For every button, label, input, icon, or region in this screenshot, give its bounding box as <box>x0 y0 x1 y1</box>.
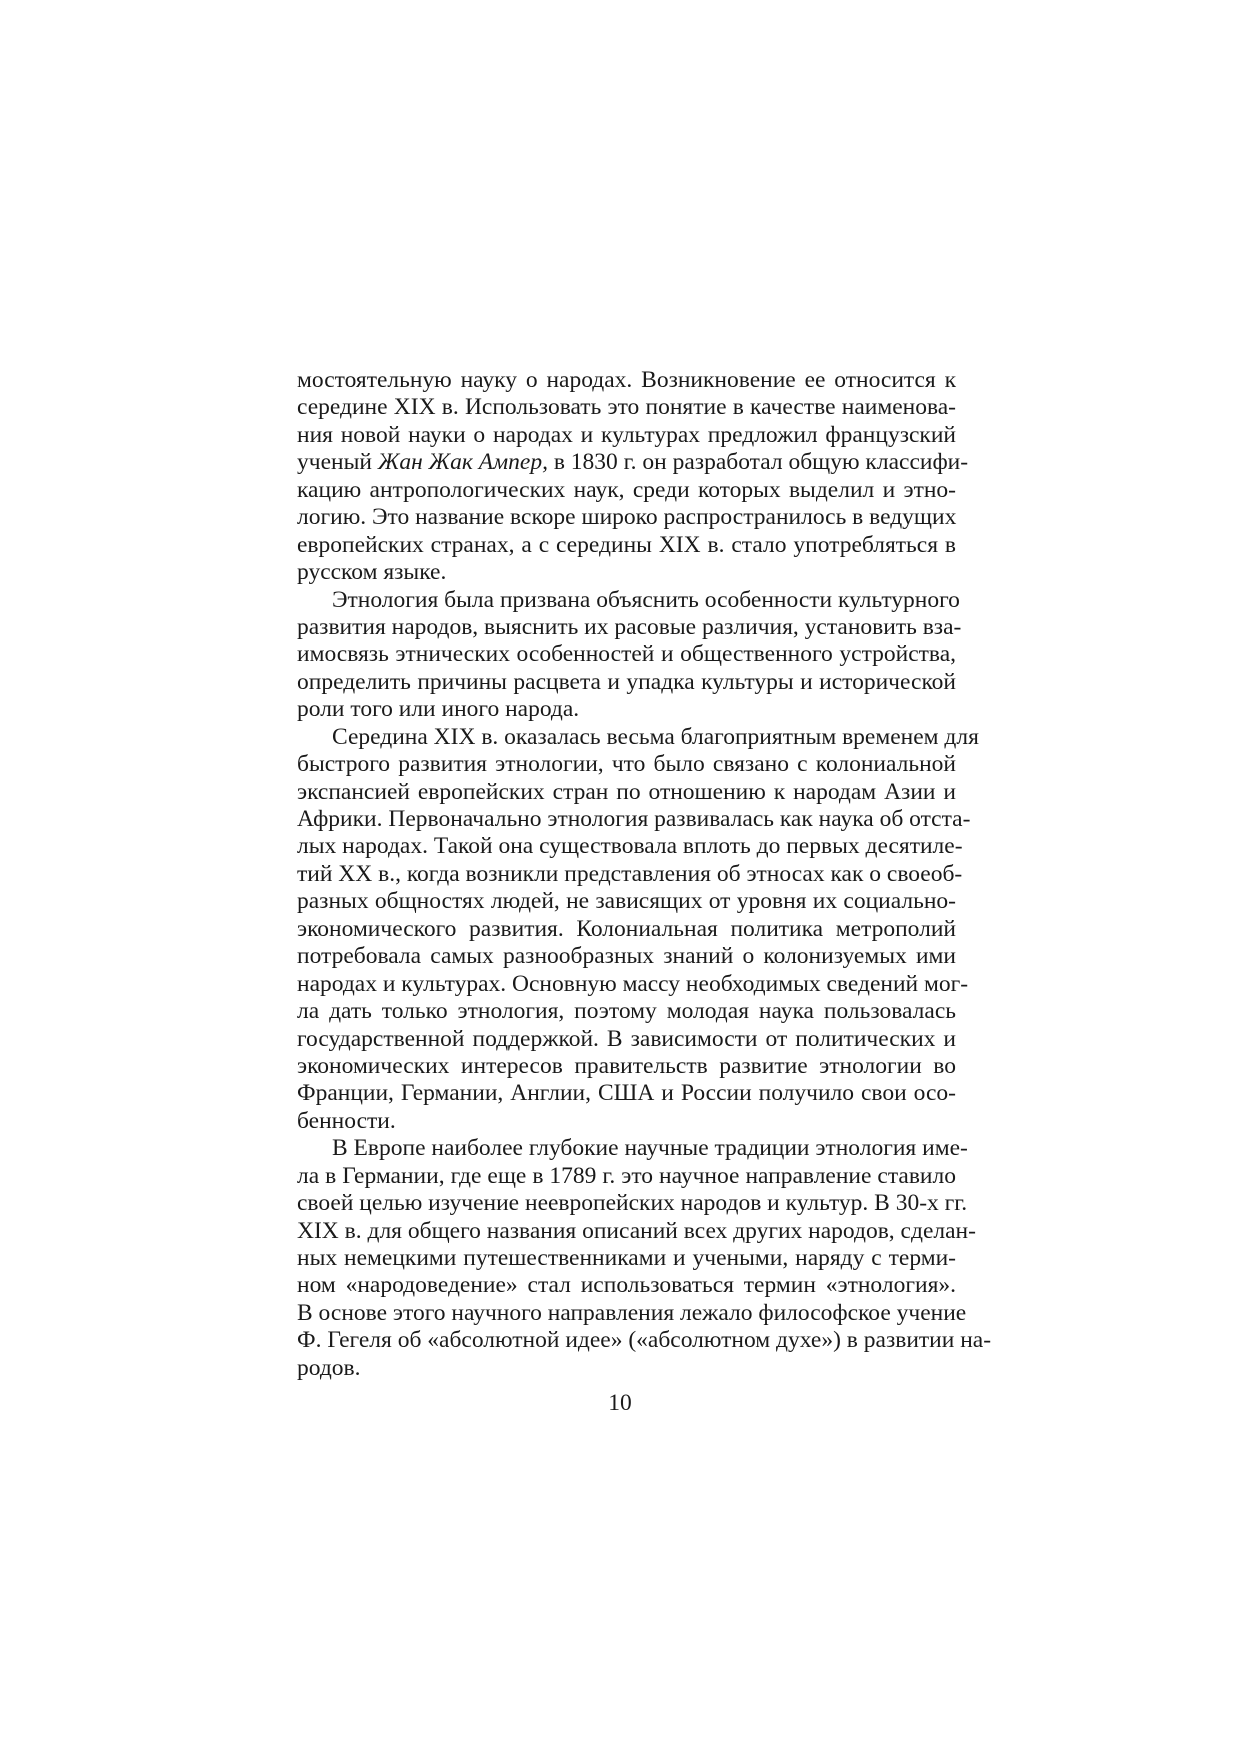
text-line: родов. <box>297 1354 361 1381</box>
text-line: логию. Это название вскоре широко распространилось в ведущих <box>297 504 957 531</box>
text-line: лых народах. Такой она существовала вплоть до первых десятиле- <box>297 833 963 860</box>
text-line: своей целью изучение неевропейских народов и культур. В 30-х гг. <box>297 1190 968 1217</box>
text-line: потребовала самых разнообразных знаний о колонизуемых ими <box>297 943 956 970</box>
text-segment: в 1830 г. он разработал общую классифи- <box>547 449 969 476</box>
text-line: ных немецкими путешественниками и учеными, наряду с терми- <box>297 1245 956 1271</box>
text-line: В основе этого научного направления лежало философское учение <box>297 1299 967 1326</box>
text-line: В Европе наиболее глубокие научные традиции этнология име- <box>332 1135 968 1162</box>
text-line: роли того или иного народа. <box>297 696 580 723</box>
text-line: экономического развития. Колониальная политика метрополий <box>297 915 956 942</box>
text-line: ла дать только этнология, поэтому молодая наука пользовалась <box>297 998 956 1025</box>
text-line: экспансией европейских стран по отношению к народам Азии и <box>297 778 956 805</box>
page-number: 10 <box>608 1390 632 1416</box>
paragraph-2 <box>297 586 962 724</box>
text-line: Середина XIX в. оказалась весьма благоприятным временем для <box>332 723 979 750</box>
text-line: определить причины расцвета и упадка культуры и исторической <box>297 668 956 695</box>
text-line: русском языке. <box>297 559 447 586</box>
text-line: бенности. <box>297 1107 396 1134</box>
text-line: середине XIX в. Использовать это понятие в качестве наименова- <box>297 394 956 421</box>
paragraph-4 <box>297 1135 992 1382</box>
text-line: развития народов, выяснить их расовые различия, установить вза- <box>297 613 962 640</box>
text-line: тий XX в., когда возникли представления об этносах как о своеоб- <box>297 860 963 887</box>
text-line: разных общностях людей, не зависящих от уровня их социально- <box>297 888 956 915</box>
text-line: XIX в. для общего названия описаний всех других народов, сделан- <box>297 1217 976 1244</box>
text-segment: ученый <box>297 449 378 476</box>
text-line: экономических интересов правительств развитие этнологии во <box>297 1052 956 1079</box>
author-name-italic: Жан Жак Ампер, <box>377 449 548 476</box>
text-line: ном «народоведение» стал использоваться термин «этнология». <box>297 1272 956 1299</box>
text-line: Этнология была призвана объяснить особенности культурного <box>332 586 960 613</box>
text-line: мостоятельную науку о народах. Возникновение ее относится к <box>297 367 956 393</box>
text-line: народах и культурах. Основную массу необходимых сведений мог- <box>297 970 969 997</box>
text-line: государственной поддержкой. В зависимости от политических и <box>297 1025 956 1052</box>
text-line: европейских странах, а с середины XIX в. стало употребляться в <box>297 531 956 558</box>
text-line: имосвязь этнических особенностей и общественного устройства, <box>297 641 956 668</box>
text-line: кацию антропологических наук, среди которых выделил и этно- <box>297 476 956 503</box>
text-line: Ф. Гегеля об «абсолютной идее» («абсолютном духе») в развитии на- <box>297 1327 992 1354</box>
paragraph-3 <box>297 723 979 1136</box>
text-line: ния новой науки о народах и культурах предложил французский <box>297 421 956 448</box>
paragraph-1 <box>297 367 969 587</box>
text-line: ла в Германии, где еще в 1789 г. это научное направление ставило <box>297 1162 956 1189</box>
text-line: Африки. Первоначально этнология развивалась как наука об отста- <box>297 806 971 832</box>
body-text <box>297 367 992 1382</box>
text-line: Франции, Германии, Англии, США и России получило свои осо- <box>297 1080 956 1107</box>
text-line <box>297 449 969 476</box>
text-line: быстрого развития этнологии, что было связано с колониальной <box>297 751 956 778</box>
